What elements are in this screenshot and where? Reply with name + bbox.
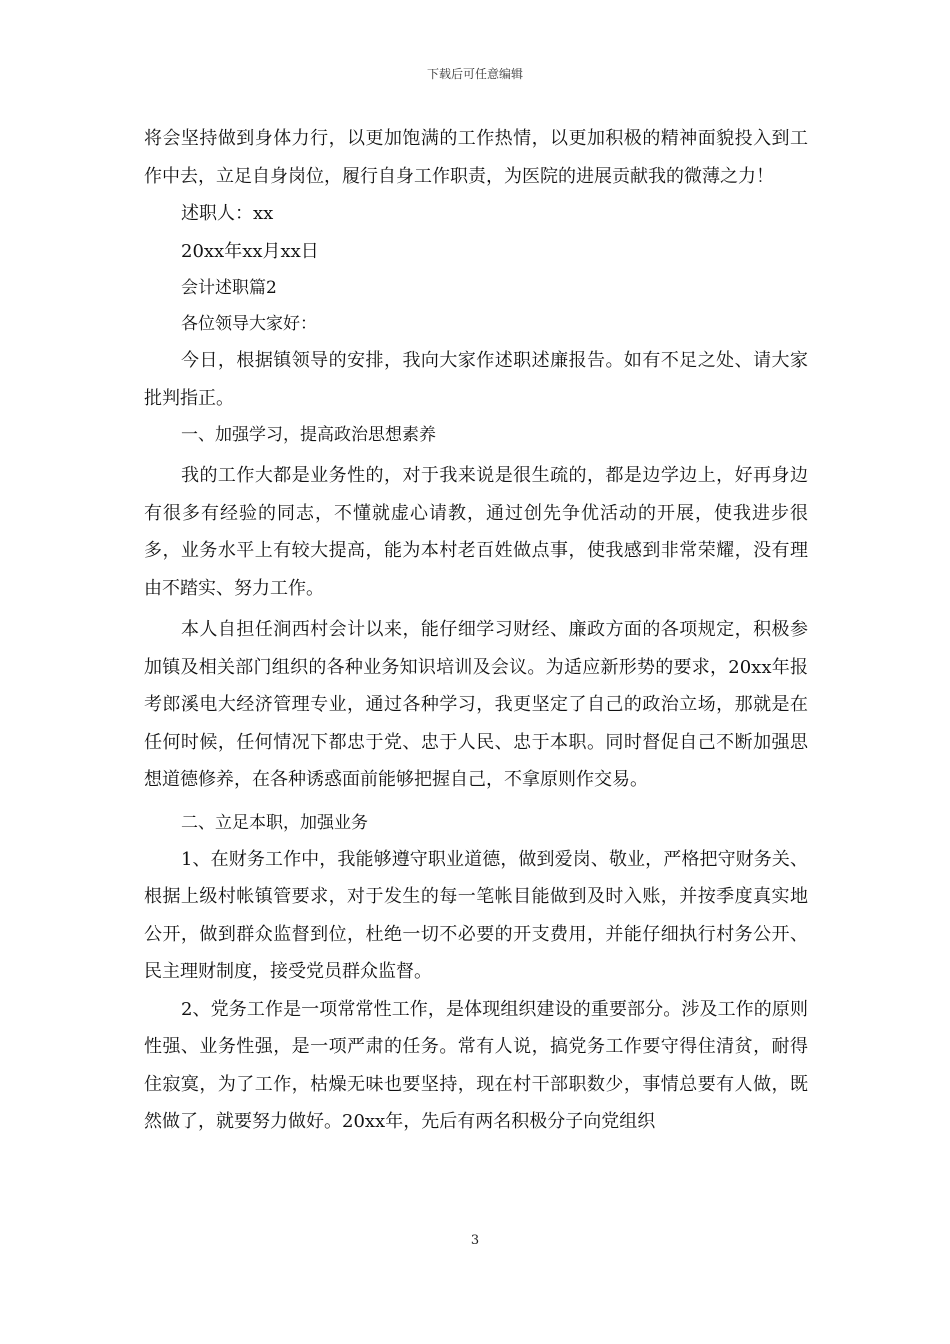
page-number: 3 bbox=[470, 1233, 480, 1248]
paragraph-study-1: 我的工作大都是业务性的，对于我来说是很生疏的，都是边学边上，好再身边有很多有经验的同志，不懂就虚心请教，通过创先争优活动的开展，使我进步很多，业务水平上有较大提高，能为本村老百姓做点事，使我感到非常荣耀，没有理由不踏实、努力工作。 bbox=[144, 465, 808, 599]
paragraph-duty-1: 1、在财务工作中，我能够遵守职业道德，做到爱岗、敬业，严格把守财务关、根据上级村帐镇管要求，对于发生的每一笔帐目能做到及时入账，并按季度真实地公开，做到群众监督到位，杜绝一切不必要的开支费用，并能仔细执行村务公开、民主理财制度，接受党员群众监督。 bbox=[144, 848, 808, 982]
heading-study: 一、加强学习，提高政治思想素养 bbox=[181, 425, 436, 445]
document-body bbox=[144, 120, 808, 1141]
page-header-note: 下载后可任意编辑 bbox=[426, 67, 523, 81]
paragraph-intro: 今日，根据镇领导的安排，我向大家作述职述廉报告。如有不足之处、请大家批判指正。 bbox=[144, 350, 808, 409]
section-title: 会计述职篇2 bbox=[181, 278, 277, 298]
paragraph-study-2: 本人自担任涧西村会计以来，能仔细学习财经、廉政方面的各项规定，积极参加镇及相关部门组织的各种业务知识培训及会议。为适应新形势的要求，20xx年报考郎溪电大经济管理专业，通过各种学习，我更坚定了自己的政治立场，那就是在任何时候，任何情况下都忠于党、忠于人民、忠于本职。同时督促自己不断加强思想道德修养，在各种诱惑面前能够把握自己，不拿原则作交易。 bbox=[144, 619, 808, 790]
paragraph-closing: 将会坚持做到身体力行，以更加饱满的工作热情，以更加积极的精神面貌投入到工作中去，立足自身岗位，履行自身工作职责，为医院的进展贡献我的微薄之力！ bbox=[144, 128, 808, 187]
signature-date: 20xx年xx月xx日 bbox=[181, 240, 319, 262]
heading-duty: 二、立足本职，加强业务 bbox=[181, 812, 368, 833]
signature-name: 述职人：xx bbox=[181, 203, 274, 224]
salutation: 各位领导大家好： bbox=[181, 314, 317, 334]
paragraph-duty-2: 2、党务工作是一项常常性工作，是体现组织建设的重要部分。涉及工作的原则性强、业务性强，是一项严肃的任务。常有人说，搞党务工作要守得住清贫，耐得住寂寞，为了工作，枯燥无味也要坚持，现在村干部职数少，事情总要有人做，既然做了，就要努力做好。20xx年，先后有两名积极分子向党组织 bbox=[144, 998, 808, 1132]
